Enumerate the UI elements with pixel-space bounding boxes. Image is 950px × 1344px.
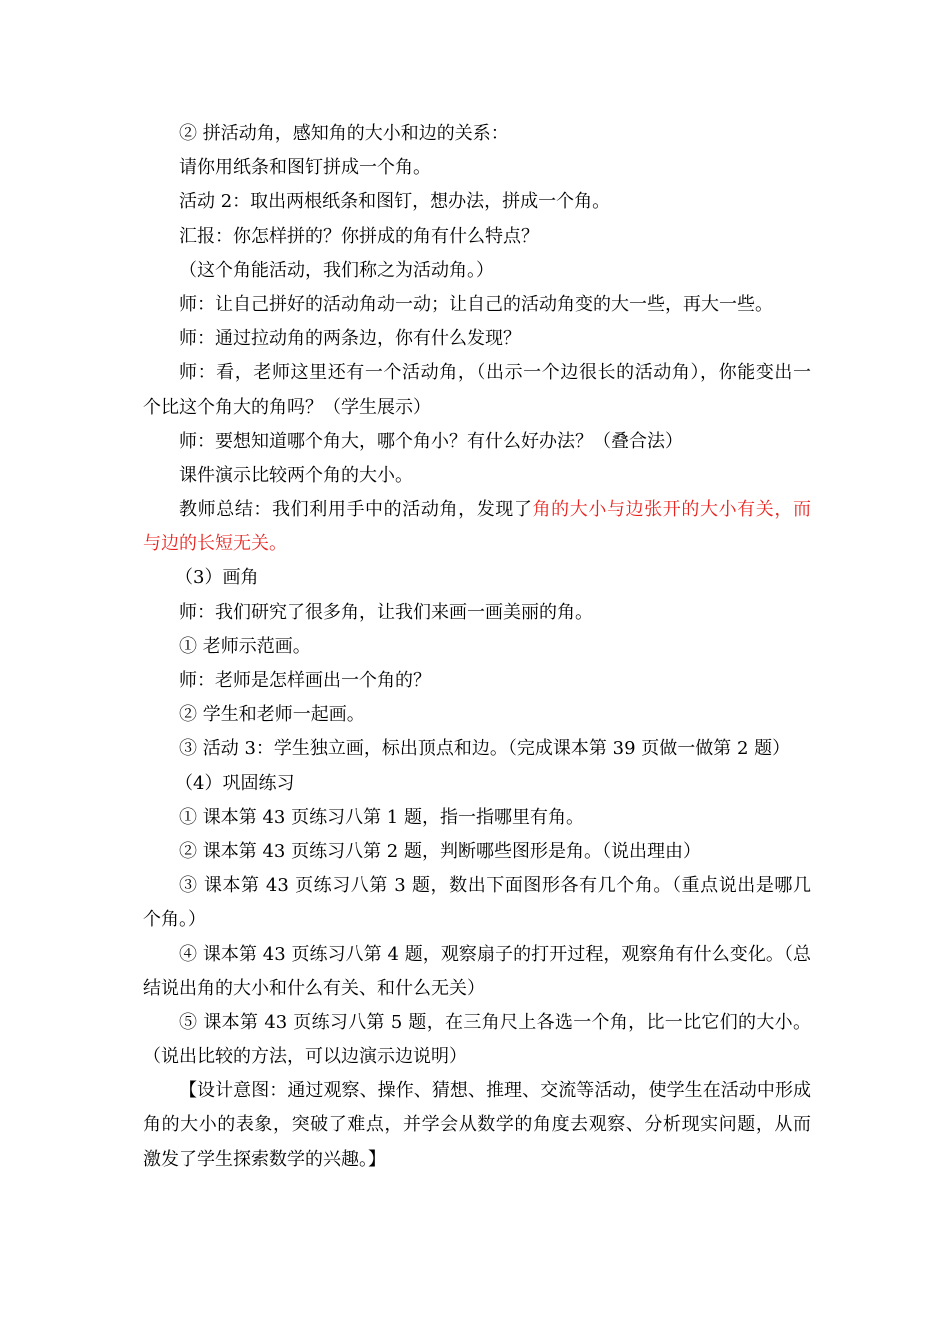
text-line: 师：我们研究了很多角，让我们来画一画美丽的角。 bbox=[179, 601, 593, 623]
text-line: ② 课本第 43 页练习八第 2 题，判断哪些图形是角。（说出理由） bbox=[179, 840, 701, 862]
text-line: ③ 课本第 43 页练习八第 3 题，数出下面图形各有几个角。（重点说出是哪几 bbox=[179, 875, 811, 897]
design-intent-line: 激发了学生探索数学的兴趣。】 bbox=[143, 1148, 386, 1170]
text-line: 师：让自己拼好的活动角动一动；让自己的活动角变的大一些，再大一些。 bbox=[179, 293, 773, 315]
text-line: 汇报：你怎样拼的？你拼成的角有什么特点？ bbox=[179, 225, 539, 247]
text-line: 请你用纸条和图钉拼成一个角。 bbox=[179, 157, 431, 179]
text-line: ④ 课本第 43 页练习八第 4 题，观察扇子的打开过程，观察角有什么变化。（总 bbox=[179, 943, 811, 965]
summary-highlight-continued: 与边的长短无关。 bbox=[143, 533, 287, 555]
text-line: ③ 活动 3：学生独立画，标出顶点和边。（完成课本第 39 页做一做第 2 题） bbox=[179, 738, 791, 760]
text-line: 师：通过拉动角的两条边，你有什么发现？ bbox=[179, 328, 521, 350]
summary-lead: 教师总结：我们利用手中的活动角，发现了 bbox=[179, 499, 533, 521]
summary-line-continued bbox=[143, 527, 811, 561]
text-line: 结说出角的大小和什么有关、和什么无关） bbox=[143, 977, 485, 999]
summary-line bbox=[143, 493, 811, 527]
text-line: 课件演示比较两个角的大小。 bbox=[179, 464, 413, 486]
section-heading: （4）巩固练习 bbox=[175, 772, 295, 794]
text-line: 个比这个角大的角吗？（学生展示） bbox=[143, 396, 431, 418]
text-line: ① 老师示范画。 bbox=[179, 635, 311, 657]
text-line: 师：要想知道哪个角大，哪个角小？有什么好办法？（叠合法） bbox=[179, 430, 683, 452]
summary-highlight: 角的大小与边张开的大小有关，而 bbox=[532, 499, 811, 521]
section-heading: （3）画角 bbox=[175, 567, 259, 589]
text-line: ⑤ 课本第 43 页练习八第 5 题，在三角尺上各选一个角，比一比它们的大小。 bbox=[179, 1011, 811, 1033]
text-line: 师：看，老师这里还有一个活动角，（出示一个边很长的活动角），你能变出一 bbox=[179, 362, 811, 384]
design-intent-line: 【设计意图：通过观察、操作、猜想、推理、交流等活动，使学生在活动中形成 bbox=[179, 1080, 811, 1102]
text-line: （说出比较的方法，可以边演示边说明） bbox=[143, 1046, 467, 1068]
text-line: 活动 2：取出两根纸条和图钉，想办法，拼成一个角。 bbox=[179, 191, 611, 213]
text-line: ② 拼活动角，感知角的大小和边的关系： bbox=[179, 123, 509, 144]
text-line: 师：老师是怎样画出一个角的？ bbox=[179, 670, 431, 691]
text-line: 个角。） bbox=[143, 909, 206, 931]
text-line: ① 课本第 43 页练习八第 1 题，指一指哪里有角。 bbox=[179, 806, 584, 828]
lesson-body bbox=[143, 117, 811, 1177]
text-line: （这个角能活动，我们称之为活动角。） bbox=[179, 259, 494, 281]
text-line: ② 学生和老师一起画。 bbox=[179, 704, 365, 726]
design-intent-line: 角的大小的表象，突破了难点，并学会从数学的角度去观察、分析现实问题，从而 bbox=[143, 1114, 811, 1136]
